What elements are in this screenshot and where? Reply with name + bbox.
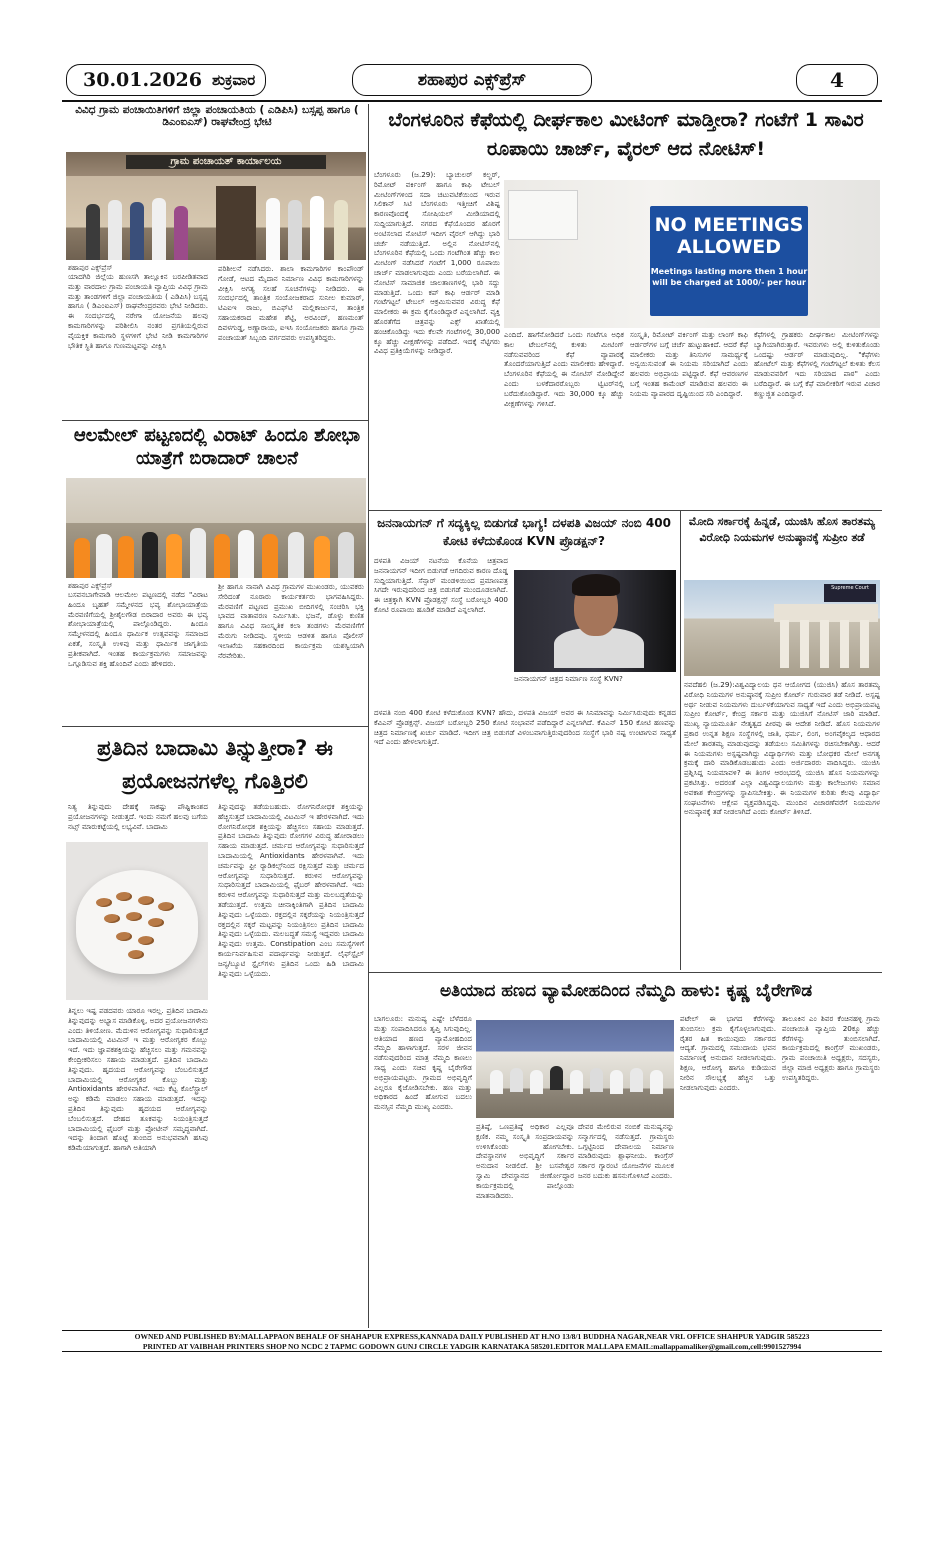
body-text: ತಿನ್ನುವುದನ್ನು ತಡೆಯಬಹುದು. ರೋಗನಿರೋಧಕ ಶಕ್ತಿಯನ್ನು ಹೆಚ್ಚಿಸುತ್ತದೆ ಬಾದಾಮಿಯಲ್ಲಿ ವಿಟಮಿನ್ ಇ ಹೇರಳವಾಗಿದೆ. ಇದು ರೋಗನಿರೋಧಕ ಶಕ್ತಿಯನ್ನು ಹೆಚ್ಚಿಸಲು ಸಹಾಯ ಮಾಡುತ್ತದೆ. ಪ್ರತಿದಿನ ಬಾದಾಮಿ ತಿನ್ನುವುದು ರೋಗಗಳ ವಿರುದ್ಧ ಹೋರಾಡಲು ಸಹಾಯ ಮಾಡುತ್ತದೆ. ಚರ್ಮದ ಆರೋಗ್ಯವನ್ನು ಸುಧಾರಿಸುತ್ತದೆ ಬಾದಾಮಿಯಲ್ಲಿ Antioxidants ಹೇರಳವಾಗಿವೆ. ಇದು ಚರ್ಮವನ್ನು ಫ್ರೀ ರ್‍ಯಾಡಿಕಲ್ಸ್‌ನಿಂದ ರಕ್ಷಿಸುತ್ತದೆ ಮತ್ತು ಚರ್ಮದ ಆರೋಗ್ಯವನ್ನು ಸುಧಾರಿಸುತ್ತದೆ. ಕರುಳಿನ ಆರೋಗ್ಯವನ್ನು ಸುಧಾರಿಸುತ್ತದೆ ಬಾದಾಮಿಯಲ್ಲಿ ಫೈಬರ್ ಹೇರಳವಾಗಿದೆ. ಇದು ಕರುಳಿನ ಆರೋಗ್ಯವನ್ನು ಸುಧಾರಿಸುತ್ತದೆ ಮತ್ತು ಮಲಬದ್ಧತೆಯನ್ನು ತಡೆಯುತ್ತದೆ. ಉತ್ತಮ ಚೀನಾಕ್ಕಿಂತಿಗಾಗಿ ಪ್ರತಿದಿನ ಬಾದಾಮಿ ತಿನ್ನುವುದು ಒಳ್ಳೆಯದು. ರಕ್ತದಲ್ಲಿನ ಸಕ್ಕರೆಯನ್ನು ನಿಯಂತ್ರಿಸುತ್ತದೆ ರಕ್ತದಲ್ಲಿನ ಸಕ್ಕರೆ ಮಟ್ಟವನ್ನು ನಿಯಂತ್ರಿಸಲು ಪ್ರತಿದಿನ ಬಾದಾಮಿ ತಿನ್ನುವುದು ಒಳ್ಳೆಯದು. ಮಲಬದ್ಧತೆ ಸಮಸ್ಯೆ ಇದ್ದವರು ಬಾದಾಮಿ ತಿನ್ನುವುದು ಉತ್ತಮ. Constipation ಎಂಬ ಸಮಸ್ಯೆಗಳಿಗೆ ಕಾರ್ಯನಿರ್ವಹಿಸುವ ಪದಾರ್ಥವನ್ನು ನೀಡುತ್ತದೆ. ಲೈಫ್‌ಸ್ಟೈಲ್ ಜನ್ಯ/ಬ್ಯೂಟಿ ಸ್ಟೈಲ್‌ಗಳು ಪ್ರತಿದಿನ ಒಂದು ಹಿಡಿ ಬಾದಾಮಿ ತಿನ್ನುವುದು ಒಳ್ಳೆಯದು.: [218, 802, 364, 978]
photo-almonds: [66, 842, 208, 1000]
photo-person: [96, 534, 112, 578]
photo-person: [610, 1070, 623, 1094]
photo-person: [314, 536, 330, 578]
imprint-footer: [62, 1330, 882, 1352]
body-text: ನಿತ್ಯ ತಿನ್ನುವುದು ದೇಹಕ್ಕೆ ಸಾಕಷ್ಟು ಪೌಷ್ಟಿಕಾಂಶದ ಪ್ರಯೋಜನಗಳನ್ನು ನೀಡುತ್ತದೆ. ಇಂದು ನಮಗೆ ಹಲವು ಬಗೆಯ ನಟ್ಸ್ ಮಾರುಕಟ್ಟೆಯಲ್ಲಿ ಲಭ್ಯವಿವೆ. ಬಾದಾಮಿ: [68, 802, 208, 831]
photo-person: [262, 534, 278, 578]
body-text: ಬಾಗಲೂರು: ಮನುಷ್ಯ ಎಷ್ಟೇ ಬೆಳೆದರೂ ಮತ್ತು ಸಂಪಾದಿಸಿದರೂ ತೃಪ್ತಿ ಸಿಗುವುದಿಲ್ಲ. ಅತಿಯಾದ ಹಣದ ವ್ಯಾಮೋಹದಿಂದ ನೆಮ್ಮದಿ ಹಾಳಾಗುತ್ತದೆ. ಸರಳ ಜೀವನ ನಡೆಸುವುದರಿಂದ ಮಾತ್ರ ನೆಮ್ಮದಿ ಕಾಣಲು ಸಾಧ್ಯ ಎಂದು ಸಚಿವ ಕೃಷ್ಣ ಬೈರೇಗೌಡ ಅಭಿಪ್ರಾಯಪಟ್ಟರು. ಗ್ರಾಮದ ಅಭಿವೃದ್ಧಿಗೆ ಎಲ್ಲರೂ ಕೈಜೋಡಿಸಬೇಕು. ಹಣ ಮತ್ತು ಅಧಿಕಾರದ ಹಿಂದೆ ಹೋಗುವ ಬದಲು ಮನಸ್ಸಿನ ನೆಮ್ಮದಿ ಮುಖ್ಯ ಎಂದರು.: [374, 1014, 472, 1112]
photo-person: [266, 198, 280, 260]
photo-cafe-notice: [504, 180, 880, 328]
photo-hair: [572, 574, 620, 596]
photo-person: [550, 1066, 563, 1090]
masthead-rule: [62, 100, 882, 102]
photo-person: [118, 536, 134, 578]
photo-actor-vijay: [514, 570, 676, 672]
photo-person: [166, 534, 182, 578]
photo-person: [590, 1068, 603, 1092]
photo-almond: [138, 896, 154, 905]
row-divider: [368, 972, 882, 973]
notice-subtext: Meetings lasting more then 1 hour will be charged at 1000/- per hour: [650, 267, 808, 287]
body-text: ಕೆಫೆಗಳಲ್ಲಿ ಗ್ರಾಹಕರು ದೀರ್ಘಕಾಲ ಮೀಟಿಂಗ್‌ಗಳನ್ನು ಬ್ಯಾಗಿಯಾಗಿರುತ್ತಾರೆ. ಇವರುಗಳು ಅಲ್ಲಿ ಕುಳಿತುಕೊಂಡು ಒಂದಷ್ಟು ಆರ್ಡರ್ ಮಾಡುವುದಿಲ್ಲ. "ಕೆಫೆಗಳು ಹೋಟೆಲ್ ಮತ್ತು ಕೆಫೆಗಳಲ್ಲಿ ಗಂಟೆಗಟ್ಟಲೆ ಕುಳಿತು ಕೆಲಸ ಮಾಡುವವರಿಗೆ ಇದು ಸರಿಯಾದ ಪಾಠ" ಎಂದು ಬರೆದಿದ್ದಾರೆ. ಈ ಬಗ್ಗೆ ಕೆಫೆ ಮಾಲೀಕರಿಗೆ ಇರುವ ವಿಚಾರ ಕಣ್ಣುಜ್ಜಿತ ಎಂದಿದ್ದಾರೆ.: [754, 330, 880, 398]
credit: ಶಹಾಪುರ ಎಕ್ಸ್‌ಪ್ರೆಸ್: [68, 264, 113, 272]
imprint-line-1: OWNED AND PUBLISHED BY:MALLAPPAON BEHALF OF SHAHAPUR EXPRESS,KANNADA DAILY PUBLISHED AT H.NO 13/8/1 BUDDHA NAGAR,NEAR VRL OFFICE SHAHPUR YADGIR 585223: [134, 1332, 810, 1341]
photo-caption: ಜನನಾಯಗನ್ ಚಿತ್ರದ ನಿರ್ಮಾಣ ಸಂಸ್ಥೆ KVN?: [514, 674, 623, 683]
photo-person: [174, 206, 188, 260]
column-divider: [368, 104, 369, 1328]
photo-person: [74, 538, 90, 578]
body-text: ದಳಪತಿ ನಂಬಿ 400 ಕೋಟಿ ಕಳೆದುಕೊಂಡ KVN? ಹೌದು, ದಳಪತಿ ವಿಜಯ್ ಅವರ ಈ ಸಿನಿಮಾವನ್ನು ನಿರ್ಮಿಸಿರುವುದು ಕನ್ನಡದ ಕೆವಿಎನ್ ಪ್ರೊಡಕ್ಷನ್ಸ್. ವಿಜಯ್ ಬರೋಬ್ಬರಿ 250 ಕೋಟಿ ಸಂಭಾವನೆ ಪಡೆದಿದ್ದಾರೆ ಎನ್ನಲಾಗಿದೆ. ಕೆವಿಎನ್ 150 ಕೋಟಿ ಹಣವನ್ನು ಚಿತ್ರದ ನಿರ್ಮಾಣಕ್ಕೆ ಖರ್ಚು ಮಾಡಿದೆ. ಇದೀಗ ಚಿತ್ರ ಬಿಡುಗಡೆ ವಿಳಂಬವಾಗುತ್ತಿರುವುದರಿಂದ ಸಂಸ್ಥೆಗೆ ಭಾರಿ ನಷ್ಟ ಉಂಟಾಗುವ ಸಾಧ್ಯತೆ ಇದೆ ಎಂದು ಹೇಳಲಾಗುತ್ತಿದೆ.: [374, 708, 676, 747]
photo-person: [142, 532, 158, 578]
photo-person: [530, 1070, 543, 1094]
photo-pillar: [860, 620, 869, 668]
notice-board: [650, 206, 808, 316]
photo-person: [238, 530, 254, 578]
newspaper-title: ಶಹಾಪುರ ಎಕ್ಸ್‌ಪ್ರೆಸ್: [352, 64, 592, 96]
headline: ಪ್ರತಿದಿನ ಬಾದಾಮಿ ತಿನ್ನುತ್ತೀರಾ? ಈ ಪ್ರಯೋಜನಗಳೆಲ್ಲ ಗೊತ್ತಿರಲಿ: [97, 736, 333, 793]
photo-person: [288, 200, 302, 260]
photo-panchayat-office: [66, 152, 366, 260]
headline: ಮೋದಿ ಸರ್ಕಾರಕ್ಕೆ ಹಿನ್ನಡೆ, ಯುಜಿಸಿ ಹೊಸ ತಾರತಮ್ಯ ವಿರೋಧಿ ನಿಯಮಗಳ ಅನುಷ್ಠಾನಕ್ಕೆ ಸುಪ್ರೀಂ ತಡೆ: [688, 515, 876, 544]
photo-person: [86, 204, 100, 260]
photo-pillar: [800, 620, 809, 668]
body-text: ಯಾದಗಿರಿ ಜಿಲ್ಲೆಯ ಹುಣಸಗಿ ತಾಲ್ಲೂಕಿನ ಬರಪೀಡಿತವಾದ ಮತ್ತು ವಾರದಾಲ ಗ್ರಾಮ ಪಂಚಾಯತಿ ವ್ಯಾಪ್ತಿಯ ವಿವಿಧ ಗ್ರಾಮ ಮತ್ತು ತಾಂಡಗಳಿಗೆ ಜಿಲ್ಲಾ ಪಂಚಾಯತಿಯ ( ಎಡಿಪಿಸಿ) ಬಸ್ಸಪ್ಪ ಹಾಗೂ ( ಡಿಎಂಐಎಸ್) ರಾಘವೇಂದ್ರರವರು ಭೇಟಿ ನೀಡಿದರು. ಈ ಸಂದರ್ಭದಲ್ಲಿ ನರೇಗಾ ಯೋಜನೆಯ ಹಲವು ಕಾಮಗಾರಿಗಳನ್ನು ಪರಿಶೀಲಿಸಿ ನಂತರ ಪ್ರಗತಿಯಲ್ಲಿರುವ ವೈಯಕ್ತಿಕ ಕಾಮಗಾರಿ ಸ್ಥಳಗಳಿಗೆ ಭೇಟಿ ನೀಡಿ ಕಾಮಗಾರಿಗಳ ಭೌತಿಕ ಸ್ಥಿತಿ ಹಾಗೂ ಗುಣಮಟ್ಟವನ್ನು ವೀಕ್ಷಿಸಿ: [68, 272, 208, 350]
body-text: ದೇವರ ಮೇಲಿರುವ ನಂಬಿಕೆ ಮನುಷ್ಯನನ್ನು ಸನ್ಮಾರ್ಗದಲ್ಲಿ ನಡೆಸುತ್ತದೆ. ಗ್ರಾಮಸ್ಥರು ಒಗ್ಗಟ್ಟಿನಿಂದ ದೇವಾಲಯ ನಿರ್ಮಾಣ ಮಾಡಿರುವುದು ಶ್ಲಾಘನೀಯ. ಕಾಂಗ್ರೆಸ್ ಸರ್ಕಾರ ಗ್ಯಾರಂಟಿ ಯೋಜನೆಗಳ ಮೂಲಕ ಜನರ ಬದುಕು ಹಸನುಗೊಳಿಸಿದೆ ಎಂದರು.: [578, 1122, 674, 1180]
body-text: ಪ್ರತಿಷ್ಠೆ, ಒಣಪ್ರತಿಷ್ಠೆ ಅಧಿಕಾರ ಎಲ್ಲವೂ ಕ್ಷಣಿಕ. ನಮ್ಮ ಸಂಸ್ಕೃತಿ ಸಂಪ್ರದಾಯವನ್ನು ಉಳಿಸಿಕೊಂಡು ಹೋಗಬೇಕು. ದೇವಸ್ಥಾನಗಳ ಅಭಿವೃದ್ಧಿಗೆ ಸರ್ಕಾರ ಅನುದಾನ ನೀಡಲಿದೆ. ಶ್ರೀ ಬಸವೇಶ್ವರ ಸ್ವಾಮಿ ದೇವಸ್ಥಾನದ ಜೀರ್ಣೋದ್ಧಾರ ಕಾರ್ಯಕ್ರಮದಲ್ಲಿ ಪಾಲ್ಗೊಂಡು ಮಾತನಾಡಿದರು.: [476, 1122, 574, 1200]
photo-person: [190, 528, 206, 578]
issue-date: 30.01.2026: [83, 69, 202, 91]
row-divider: [62, 420, 368, 421]
row-divider: [62, 726, 368, 727]
photo-person: [490, 1070, 503, 1094]
photo-almond: [104, 914, 120, 923]
photo-sign-text: ಗ್ರಾಮ ಪಂಚಾಯತ್ ಕಾರ್ಯಾಲಯ: [126, 155, 326, 169]
photo-person: [334, 200, 348, 260]
notice-line-2: ALLOWED: [676, 236, 782, 258]
issue-weekday: ಶುಕ್ರವಾರ: [212, 71, 256, 89]
body-text: ಸಂಸ್ಕೃತಿ, ರಿಮೋಟ್ ವರ್ಕಿಂಗ್ ಮತ್ತು ಲಾಂಗ್ ಕಾಫಿ ಆರ್ಡರ್‌ಗಳ ಬಗ್ಗೆ ಚರ್ಚೆ ಹುಟ್ಟುಹಾಕಿದೆ. ಆದರೆ ಕೆಫೆ ಮಾಲೀಕರು ಮತ್ತು ತಿನಿಸುಗಳ ಸಾಮರ್ಥ್ಯಕ್ಕೆ ಅನ್ವಯಿಸುವಂತೆ ಈ ನಿಯಮ ಸರಿಯಾಗಿದೆ ಎಂದು ಹಲವರು ಅಭಿಪ್ರಾಯ ಪಟ್ಟಿದ್ದಾರೆ. ಕೆಫೆ ಆವರಣಗಳ ಬಗ್ಗೆ ಇಂತಹ ಕಾಮೆಂಟ್ ಮಾಡಿರುವ ಹಲವರು ಈ ನಿಯಮ ವ್ಯಾಪಾರದ ದೃಷ್ಟಿಯಿಂದ ಸರಿ ಎಂದಿದ್ದಾರೆ.: [630, 330, 748, 398]
headline: ವಿವಿಧ ಗ್ರಾಮ ಪಂಚಾಯಿತಿಗಳಿಗೆ ಜಿಲ್ಲಾ ಪಂಚಾಯತಿಯ ( ಎಡಿಪಿಸಿ) ಬಸ್ಸಪ್ಪ ಹಾಗೂ ( ಡಿಎಂಐಎಸ್) ರಾಘವೇಂದ್ರ ಭೇಟಿ: [75, 104, 359, 129]
photo-wall-box: [508, 190, 578, 240]
photo-supreme-court: [684, 580, 880, 676]
headline: ಜನನಾಯಗನ್ ಗೆ ಸದ್ಯಕ್ಕಿಲ್ಲ ಬಿಡುಗಡೆ ಭಾಗ್ಯ! ದಳಪತಿ ವಿಜಯ್ ನಂಬಿ 400 ಕೋಟಿ ಕಳೆದುಕೊಂಡ KVN ಪ್ರೊಡಕ್ಷನ್?: [377, 516, 671, 548]
body-text: ಪಟೇಲ್ ಈ ಭಾಗದ ಕೆರೆಗಳನ್ನು ತುಂಬಿಸಲು ಕ್ರಮ ಕೈಗೊಳ್ಳಲಾಗುವುದು. ರೈತರ ಹಿತ ಕಾಯುವುದು ಸರ್ಕಾರದ ಆದ್ಯತೆ. ಗ್ರಾಮದಲ್ಲಿ ಸಮುದಾಯ ಭವನ ನಿರ್ಮಾಣಕ್ಕೆ ಅನುದಾನ ನೀಡಲಾಗುವುದು. ಶಿಕ್ಷಣ, ಆರೋಗ್ಯ ಹಾಗೂ ಕುಡಿಯುವ ನೀರಿನ ಸೌಲಭ್ಯಕ್ಕೆ ಹೆಚ್ಚಿನ ಒತ್ತು ನೀಡಲಾಗುವುದು ಎಂದರು.: [680, 1014, 776, 1092]
photo-person: [310, 196, 324, 260]
body-text: ತಾಲೂಕಿನ ಎಂ ಶಿವರ ಕೆಂಚಿನಹಳ್ಳಿ ಗ್ರಾಮ ಪಂಚಾಯಿತಿ ವ್ಯಾಪ್ತಿಯ 20ಕ್ಕೂ ಹೆಚ್ಚು ಕೆರೆಗಳನ್ನು ತುಂಬಿಸಲಾಗಿದೆ. ಕಾರ್ಯಕ್ರಮದಲ್ಲಿ ಕಾಂಗ್ರೆಸ್ ಮುಖಂಡರು, ಗ್ರಾಮ ಪಂಚಾಯಿತಿ ಅಧ್ಯಕ್ಷರು, ಸದಸ್ಯರು, ಜಿಲ್ಲಾ ಮಾಜಿ ಅಧ್ಯಕ್ಷರು ಹಾಗೂ ಗ್ರಾಮಸ್ಥರು ಉಪಸ್ಥಿತರಿದ್ದರು.: [782, 1014, 880, 1082]
masthead: [62, 60, 882, 100]
column-divider: [680, 510, 681, 970]
photo-stage-event: [476, 1020, 674, 1118]
body-text: ಎಂದಿದೆ. ಹಾಗೆನೋಡಿದರೆ ಒಂದು ಗಂಟೆಗೂ ಅಧಿಕ ಕಾಲ ಟೇಬಲ್‌ನಲ್ಲಿ ಕುಳಿತು ಮೀಟಿಂಗ್ ನಡೆಸುವವರಿಂದ ಕೆಫೆ ವ್ಯಾಪಾರಕ್ಕೆ ತೊಂದರೆಯಾಗುತ್ತಿದೆ ಎಂದು ಮಾಲೀಕರು ಹೇಳಿದ್ದಾರೆ. ಬೆಂಗಳೂರಿನ ಕೆಫೆಯಲ್ಲಿ ಈ ನೋಟಿಸ್ ನೋಡಿದ್ದೇನೆ ಎಂದು ಬಳಕೆದಾರರೊಬ್ಬರು ಟ್ವಿಟರ್‌ನಲ್ಲಿ ಬರೆದುಕೊಂಡಿದ್ದಾರೆ. ಇದು 30,000 ಕ್ಕೂ ಹೆಚ್ಚು ವೀಕ್ಷಣೆಗಳನ್ನು ಗಳಿಸಿದೆ.: [504, 330, 624, 408]
body-text: ದಳಪತಿ ವಿಜಯ್ ನಟನೆಯ ಕೊನೆಯ ಚಿತ್ರವಾದ ಜನನಾಯಗನ್ ಇದೀಗ ಬಿಡುಗಡೆ ಆಗದಿರುವ ಕಾರಣ ದೊಡ್ಡ ಸುದ್ದಿಯಾಗುತ್ತಿದೆ. ಸೆನ್ಸಾರ್ ಮಂಡಳಿಯಿಂದ ಪ್ರಮಾಣಪತ್ರ ಸಿಗದೇ ಇರುವುದರಿಂದ ಚಿತ್ರ ಬಿಡುಗಡೆ ಮುಂದೂಡಲಾಗಿದೆ. ಈ ಚಿತ್ರಕ್ಕಾಗಿ KVN ಪ್ರೊಡಕ್ಷನ್ಸ್ ಸಂಸ್ಥೆ ಬರೋಬ್ಬರಿ 400 ಕೋಟಿ ರೂಪಾಯಿ ಹೂಡಿಕೆ ಮಾಡಿದೆ ಎನ್ನಲಾಗಿದೆ.: [374, 556, 508, 614]
photo-almond: [128, 950, 144, 959]
photo-pillar: [840, 620, 849, 668]
photo-door: [216, 186, 256, 260]
photo-person: [510, 1068, 523, 1092]
photo-person: [152, 198, 166, 260]
photo-almond: [138, 936, 154, 945]
imprint-line-2: PRINTED AT VAIBHAH PRINTERS SHOP NO NCDC 2 TAPMC GODOWN GUNJ CIRCLE YADGIR KARNATAKA 585201.EDITOR MALLAPA EMAIL:mallappamaliker@gmail.com,cell:9901527994: [142, 1341, 802, 1351]
photo-almond: [148, 918, 164, 927]
credit: ಶಹಾಪುರ ಎಕ್ಸ್‌ಪ್ರೆಸ್: [68, 582, 113, 590]
photo-pillar: [780, 620, 789, 668]
photo-almond: [116, 932, 132, 941]
photo-almond: [96, 898, 112, 907]
body-text: ತಿನ್ನಲು ಇಷ್ಟ ಪಡದವರು ಯಾರೂ ಇರಲ್ಲ. ಪ್ರತಿದಿನ ಬಾದಾಮಿ ತಿನ್ನುವುದನ್ನು ಅಭ್ಯಾಸ ಮಾಡಿಕೊಳ್ಳಿ, ಅದರ ಪ್ರಯೋಜನಗಳೇನು ಎಂದು ತಿಳಿಯೋಣ. ಮೆದುಳಿನ ಆರೋಗ್ಯವನ್ನು ಸುಧಾರಿಸುತ್ತದೆ ಬಾದಾಮಿಯಲ್ಲಿ ವಿಟಮಿನ್ ಇ ಮತ್ತು ಆರೋಗ್ಯಕರ ಕೊಬ್ಬು ಇದೆ. ಇದು ಜ್ಞಾಪಕಶಕ್ತಿಯನ್ನು ಹೆಚ್ಚಿಸಲು ಮತ್ತು ಗಮನವನ್ನು ಕೇಂದ್ರೀಕರಿಸಲು ಸಹಾಯ ಮಾಡುತ್ತದೆ. ಪ್ರತಿದಿನ ಬಾದಾಮಿ ತಿನ್ನುವುದು. ಹೃದಯದ ಆರೋಗ್ಯವನ್ನು ಬೆಂಬಲಿಸುತ್ತದೆ ಬಾದಾಮಿಯಲ್ಲಿ ಆರೋಗ್ಯಕರ ಕೊಬ್ಬು ಮತ್ತು Antioxidants ಹೇರಳವಾಗಿವೆ. ಇದು ಕೆಟ್ಟ ಕೊಲೆಸ್ಟ್ರಾಲ್ ಅನ್ನು ಕಡಿಮೆ ಮಾಡಲು ಸಹಾಯ ಮಾಡುತ್ತದೆ. ಇದನ್ನು ಪ್ರತಿದಿನ ತಿನ್ನುವುದು ಹೃದಯದ ಆರೋಗ್ಯವನ್ನು ಬೆಂಬಲಿಸುತ್ತದೆ. ದೇಹದ ತೂಕವನ್ನು ನಿಯಂತ್ರಿಸುತ್ತದೆ ಬಾದಾಮಿಯಲ್ಲಿ ಫೈಬರ್ ಮತ್ತು ಪ್ರೋಟೀನ್ ಸಮೃದ್ಧವಾಗಿದೆ. ಇದನ್ನು ತಿಂದಾಗ ಹೊಟ್ಟೆ ತುಂಬಿದ ಅನುಭವವಾಗಿ ಹಸಿವು ಕಡಿಮೆಯಾಗುತ್ತದೆ. ಹಾಗಾಗಿ ಅತಿಯಾಗಿ: [68, 1006, 208, 1153]
photo-rally: [66, 478, 366, 578]
photo-person: [650, 1070, 663, 1094]
body-text: ನವದೆಹಲಿ (ಜ.29):ವಿಶ್ವವಿದ್ಯಾಲಯ ಧನ ಆಯೋಗದ (ಯುಜಿಸಿ) ಹೊಸ ತಾರತಮ್ಯ ವಿರೋಧಿ ನಿಯಮಗಳ ಅನುಷ್ಠಾನಕ್ಕೆ ಸುಪ್ರೀಂ ಕೋರ್ಟ್ ಗುರುವಾರ ತಡೆ ನೀಡಿದೆ. ಅಸ್ಪಷ್ಟ ಅರ್ಥ ನೀಡುವ ನಿಯಮಗಳು ದುರ್ಬಳಕೆಯಾಗುವ ಸಾಧ್ಯತೆ ಇದೆ ಎಂದು ಅಭಿಪ್ರಾಯಪಟ್ಟ ಸುಪ್ರೀಂ ಕೋರ್ಟ್, ಕೇಂದ್ರ ಸರ್ಕಾರ ಮತ್ತು ಯುಜಿಸಿಗೆ ನೋಟಿಸ್ ಜಾರಿ ಮಾಡಿದೆ. ಮುಖ್ಯ ನ್ಯಾಯಮೂರ್ತಿ ನೇತೃತ್ವದ ಪೀಠವು ಈ ಆದೇಶ ನೀಡಿದೆ. ಹೊಸ ನಿಯಮಗಳ ಪ್ರಕಾರ ಉನ್ನತ ಶಿಕ್ಷಣ ಸಂಸ್ಥೆಗಳಲ್ಲಿ ಜಾತಿ, ಧರ್ಮ, ಲಿಂಗ, ಅಂಗವೈಕಲ್ಯದ ಆಧಾರದ ಮೇಲೆ ತಾರತಮ್ಯ ಮಾಡುವುದನ್ನು ತಡೆಯಲು ಸಮಿತಿಗಳನ್ನು ರಚಿಸಬೇಕಾಗಿತ್ತು. ಆದರೆ ಈ ನಿಯಮಗಳು ಅಸ್ಪಷ್ಟವಾಗಿದ್ದು ವಿದ್ಯಾರ್ಥಿಗಳು ಮತ್ತು ಬೋಧಕರ ಮೇಲೆ ಅನಗತ್ಯ ಕ್ರಮಕ್ಕೆ ದಾರಿ ಮಾಡಿಕೊಡಬಹುದು ಎಂದು ಅರ್ಜಿದಾರರು ವಾದಿಸಿದ್ದರು. ಯುಜಿಸಿ ಪ್ರಶ್ನಿಸಿದ್ದ ನಿಯಮಾವಳಿ? ಈ ತಿಂಗಳ ಆರಂಭದಲ್ಲಿ ಯುಜಿಸಿ ಹೊಸ ನಿಯಮಗಳನ್ನು ಪ್ರಕಟಿಸಿತ್ತು. ಅದರಂತೆ ಎಲ್ಲಾ ವಿಶ್ವವಿದ್ಯಾಲಯಗಳು ಮತ್ತು ಕಾಲೇಜುಗಳು ಸಮಾನ ಅವಕಾಶ ಕೇಂದ್ರಗಳನ್ನು ಸ್ಥಾಪಿಸಬೇಕಿತ್ತು. ಈ ನಿಯಮಗಳ ಕುರಿತು ಕೆಲವು ವಿದ್ಯಾರ್ಥಿ ಸಂಘಟನೆಗಳು ಆಕ್ಷೇಪ ವ್ಯಕ್ತಪಡಿಸಿದ್ದವು. ಮುಂದಿನ ವಿಚಾರಣೆವರೆಗೆ ನಿಯಮಗಳ ಅನುಷ್ಠಾನಕ್ಕೆ ತಡೆ ನೀಡಲಾಗಿದೆ ಎಂದು ಕೋರ್ಟ್ ತಿಳಿಸಿದೆ.: [684, 680, 880, 817]
photo-person: [338, 532, 354, 578]
photo-person: [570, 1070, 583, 1094]
body-text: ಶ್ರೀ ಹಾಗೂ ನಾನಾಗಿ ವಿವಿಧ ಗ್ರಾಮಗಳ ಮುಖಂಡರು, ಯುವಕರು ಸೇರಿದಂತೆ ನೂರಾರು ಕಾರ್ಯಕರ್ತರು ಭಾಗವಹಿಸಿದ್ದರು. ಮೆರವಣಿಗೆ ಪಟ್ಟಣದ ಪ್ರಮುಖ ಬೀದಿಗಳಲ್ಲಿ ಸಂಚರಿಸಿ ಭಕ್ತಿ ಭಾವದ ವಾತಾವರಣ ನಿರ್ಮಿಸಿತು. ಭಜನೆ, ಡೊಳ್ಳು ಕುಣಿತ ಹಾಗೂ ವಿವಿಧ ಸಾಂಸ್ಕೃತಿಕ ಕಲಾ ತಂಡಗಳು ಮೆರವಣಿಗೆಗೆ ಮೆರುಗು ನೀಡಿದವು. ಸ್ಥಳೀಯ ಆಡಳಿತ ಹಾಗೂ ಪೊಲೀಸ್ ಇಲಾಖೆಯ ಸಹಕಾರದಿಂದ ಕಾರ್ಯಕ್ರಮ ಯಶಸ್ವಿಯಾಗಿ ನೆರವೇರಿತು.: [218, 582, 364, 660]
photo-person: [214, 534, 230, 578]
body-text: ಬೆಂಗಳೂರು (ಜ.29): ಬ್ಯಾಚುಲರ್ ಕಲ್ಚರ್, ರಿಮೋಟ್ ವರ್ಕಿಂಗ್ ಹಾಗೂ ಕಾಫಿ ಟೇಬಲ್ ಮೀಟಿಂಗ್‌ಗಳಿಂದ ಸದಾ ಚಟುವಟಿಕೆಯಿಂದ ಇರುವ ಸಿಲಿಕಾನ್ ಸಿಟಿ ಬೆಂಗಳೂರು ಇತ್ತೀಚಿಗೆ ವಿಶಿಷ್ಟ ಕಾರಣವೊಂದಕ್ಕೆ ಸೋಷಿಯಲ್ ಮೀಡಿಯಾದಲ್ಲಿ ಸುದ್ದಿಯಾಗುತ್ತಿದೆ. ನಗರದ ಕೆಫೆಯೊಂದರ ಹೊರಗೆ ಅಂಟಿಸಲಾದ ನೋಟಿಸ್ ಇದೀಗ ವೈರಲ್ ಆಗಿದ್ದು ಭಾರಿ ಚರ್ಚೆ ನಡೆಯುತ್ತಿದೆ. ಅಲ್ಲಿನ ನೋಟಿಸ್‌ನಲ್ಲಿ ಬೆಂಗಳೂರಿನ ಕೆಫೆಯಲ್ಲಿ ಒಂದು ಗಂಟೆಗಿಂತ ಹೆಚ್ಚು ಕಾಲ ಮೀಟಿಂಗ್ ನಡೆಸಿದರೆ ಗಂಟೆಗೆ 1,000 ರೂಪಾಯಿ ಚಾರ್ಜ್ ಮಾಡಲಾಗುವುದು ಎಂದು ಬರೆಯಲಾಗಿದೆ. ಈ ನೋಟಿಸ್ ಸಾಮಾಜಿಕ ಜಾಲತಾಣಗಳಲ್ಲಿ ಭಾರಿ ಸದ್ದು ಮಾಡುತ್ತಿದೆ. ಒಂದು ಕಪ್ ಕಾಫಿ ಆರ್ಡರ್ ಮಾಡಿ ಗಂಟೆಗಟ್ಟಲೆ ಟೇಬಲ್ ಆಕ್ರಮಿಸುವವರ ವಿರುದ್ಧ ಕೆಫೆ ಮಾಲೀಕರು ಈ ಕ್ರಮ ಕೈಗೊಂಡಿದ್ದಾರೆ ಎನ್ನಲಾಗಿದೆ. ವ್ಯಕ್ತಿ ಹೊರತೆಗೆದ ಚಿತ್ರವನ್ನು ಎಕ್ಸ್ ಖಾತೆಯಲ್ಲಿ ಹಂಚಿಕೊಂಡಿದ್ದು ಇದು ಕೆಲವೇ ಗಂಟೆಗಳಲ್ಲಿ 30,000 ಕ್ಕೂ ಹೆಚ್ಚು ವೀಕ್ಷಣೆಗಳನ್ನು ಪಡೆದಿದೆ. ಇದಕ್ಕೆ ನೆಟ್ಟಿಗರು ವಿವಿಧ ಪ್ರತಿಕ್ರಿಯೆಗಳನ್ನು ನೀಡಿದ್ದಾರೆ.: [374, 170, 500, 356]
row-divider: [368, 510, 882, 511]
headline: ಅತಿಯಾದ ಹಣದ ವ್ಯಾಮೋಹದಿಂದ ನೆಮ್ಮದಿ ಹಾಳು: ಕೃಷ್ಣ ಬೈರೇಗೌಡ: [439, 981, 813, 1001]
photo-almond: [126, 912, 142, 921]
headline: ಬೆಂಗಳೂರಿನ ಕೆಫೆಯಲ್ಲಿ ದೀರ್ಘಕಾಲ ಮೀಟಿಂಗ್ ಮಾಡ್ತೀರಾ? ಗಂಟೆಗೆ 1 ಸಾವಿರ ರೂಪಾಯಿ ಚಾರ್ಜ್, ವೈರಲ್ ಆದ ನೋಟಿಸ್!: [388, 109, 864, 160]
page-number: 4: [796, 64, 878, 96]
photo-almond: [158, 902, 174, 911]
photo-person: [130, 202, 144, 260]
photo-person: [288, 532, 304, 578]
headline: ಆಲಮೇಲ್ ಪಟ್ಟಣದಲ್ಲಿ ವಿರಾಟ್ ಹಿಂದೂ ಶೋಭಾ ಯಾತ್ರೆಗೆ ಬಿರಾದಾರ್ ಚಾಲನೆ: [73, 425, 361, 469]
photo-court-label: Supreme Court: [824, 584, 876, 602]
body-text: ಬಸವನಬಾಗೇವಾಡಿ ಆಲಮೇಲ ಪಟ್ಟಣದಲ್ಲಿ ನಡೆದ "ವಿರಾಟ ಹಿಂದೂ ಬೃಹತ್ ಸಮ್ಮೇಳನದ ಭವ್ಯ ಶೋಭಾಯಾತ್ರೆಯ ಮೆರವಣಿಗೆಯಲ್ಲಿ ಶ್ರೀಶೈಲಗೌಡ ಬಿರಾದಾರ ಅವರು ಈ ಭವ್ಯ ಶೋಭಾಯಾತ್ರೆಯಲ್ಲಿ ಪಾಲ್ಗೊಂಡಿದ್ದರು. ಹಿಂದೂ ಸಮ್ಮೇಳನದಲ್ಲಿ ಹಿಂದೂ ಧಾರ್ಮಿಕ ಉತ್ಸವವನ್ನು ಸಮಾಜದ ಏಕತೆ, ಸಂಸ್ಕೃತಿ ಉಳಿವು ಮತ್ತು ಧಾರ್ಮಿಕ ಜಾಗೃತಿಯ ಪ್ರತೀಕವಾಗಿದೆ. ಇಂತಹ ಕಾರ್ಯಕ್ರಮಗಳು ಸಮಾಜವನ್ನು ಒಗ್ಗೂಡಿಸುವ ಶಕ್ತಿ ಹೊಂದಿವೆ ಎಂದು ಹೇಳಿದರು.: [68, 590, 208, 668]
date-box: [66, 64, 266, 96]
photo-person: [108, 200, 122, 260]
notice-line-1: NO MEETINGS: [654, 214, 804, 236]
body-text: ಪರಿಶೀಲನೆ ನಡೆಸಿದರು. ಶಾಲಾ ಕಾಮಗಾರಿಗಳ ಕಾಂಪೌಂಡ್ ಗೋಡೆ, ಆಟದ ಮೈದಾನ ನಿರ್ಮಾಣ ವಿವಿಧ ಕಾಮಗಾರಿಗಳನ್ನು ವೀಕ್ಷಿಸಿ ಅಗತ್ಯ ಸಲಹೆ ಸೂಚನೆಗಳನ್ನು ನೀಡಿದರು. ಈ ಸಂದರ್ಭದಲ್ಲಿ ತಾಂತ್ರಿಕ ಸಂಯೋಜಕರಾದ ಸುನೀಲ ಕುಮಾರ್, ಟಿಎಐಇ ರಾಜು, ಬಿಎಫ್‌ಟಿ ಮಲ್ಲಿಕಾರ್ಜುನ, ತಾಂತ್ರಿಕ ಸಹಾಯಕರಾದ ಮಹೇಶ ಶೆಟ್ಟಿ, ಅರವಿಂದ್, ಹಣಮಂತ್ ದಿವಳಗುಡ್ಡ, ಅಣ್ಣಾರಾಯ, ಐಇಸಿ ಸಂಯೋಜಕರು ಹಾಗೂ ಗ್ರಾಮ ಪಂಚಾಯತ್ ಸಿಬ್ಬಂದಿ ವರ್ಗದವರು ಉಪಸ್ಥಿತರಿದ್ದರು.: [218, 264, 364, 342]
newspaper-page: [62, 60, 882, 1350]
photo-almond: [116, 892, 132, 901]
photo-pillar: [820, 620, 829, 668]
photo-person: [630, 1068, 643, 1092]
